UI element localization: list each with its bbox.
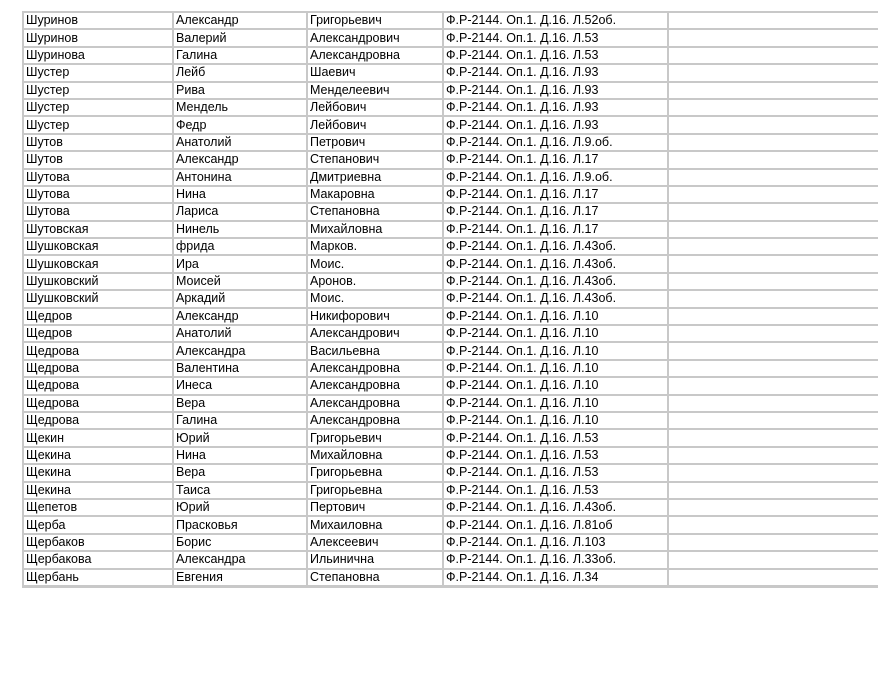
archive-reference-cell: Ф.Р-2144. Оп.1. Д.16. Л.10 [443,325,668,342]
patronymic-cell: Степанович [307,151,443,168]
surname-cell: Щедрова [23,395,173,412]
patronymic-cell: Александровна [307,412,443,429]
archive-reference-cell: Ф.Р-2144. Оп.1. Д.16. Л.17 [443,203,668,220]
archive-reference-cell: Ф.Р-2144. Оп.1. Д.16. Л.93 [443,64,668,81]
archive-reference-cell: Ф.Р-2144. Оп.1. Д.16. Л.53 [443,482,668,499]
archive-reference-cell: Ф.Р-2144. Оп.1. Д.16. Л.93 [443,82,668,99]
first-name-cell: Юрий [173,429,307,446]
names-table [22,11,878,588]
patronymic-cell: Григорьевич [307,12,443,29]
patronymic-cell: Степановна [307,203,443,220]
patronymic-cell: Шаевич [307,64,443,81]
table-row [23,447,878,464]
first-name-cell: Александр [173,308,307,325]
first-name-cell: Вера [173,395,307,412]
table-row [23,151,878,168]
surname-cell: Шустер [23,99,173,116]
archive-reference-cell: Ф.Р-2144. Оп.1. Д.16. Л.9.об. [443,134,668,151]
empty-cell [668,429,878,446]
archive-reference-cell: Ф.Р-2144. Оп.1. Д.16. Л.43об. [443,255,668,272]
empty-cell [668,255,878,272]
first-name-cell: Лариса [173,203,307,220]
patronymic-cell: Михайловна [307,447,443,464]
surname-cell: Шустер [23,64,173,81]
empty-cell [668,447,878,464]
patronymic-cell: Григорьевна [307,464,443,481]
empty-cell [668,325,878,342]
surname-cell: Шутова [23,186,173,203]
surname-cell: Щедрова [23,412,173,429]
first-name-cell: Таиса [173,482,307,499]
archive-reference-cell: Ф.Р-2144. Оп.1. Д.16. Л.53 [443,429,668,446]
empty-cell [668,151,878,168]
archive-reference-cell: Ф.Р-2144. Оп.1. Д.16. Л.43об. [443,273,668,290]
patronymic-cell: Марков. [307,238,443,255]
surname-cell: Щедрова [23,377,173,394]
patronymic-cell: Михайловна [307,221,443,238]
surname-cell: Шутов [23,151,173,168]
empty-cell [668,116,878,133]
archive-reference-cell: Ф.Р-2144. Оп.1. Д.16. Л.10 [443,395,668,412]
first-name-cell: Прасковья [173,516,307,533]
empty-cell [668,169,878,186]
surname-cell: Шушковская [23,238,173,255]
patronymic-cell: Моис. [307,290,443,307]
archive-reference-cell: Ф.Р-2144. Оп.1. Д.16. Л.33об. [443,551,668,568]
table-row [23,134,878,151]
first-name-cell: Нина [173,447,307,464]
table-row [23,116,878,133]
table-row [23,29,878,46]
table-row [23,99,878,116]
first-name-cell: Рива [173,82,307,99]
surname-cell: Шутова [23,169,173,186]
surname-cell: Шушковский [23,273,173,290]
empty-cell [668,134,878,151]
table-row [23,64,878,81]
first-name-cell: Валентина [173,360,307,377]
table-row [23,464,878,481]
empty-cell [668,47,878,64]
surname-cell: Шуринов [23,12,173,29]
archive-reference-cell: Ф.Р-2144. Оп.1. Д.16. Л.52об. [443,12,668,29]
archive-reference-cell: Ф.Р-2144. Оп.1. Д.16. Л.10 [443,308,668,325]
empty-cell [668,569,878,587]
surname-cell: Щекина [23,482,173,499]
empty-cell [668,499,878,516]
surname-cell: Шуринов [23,29,173,46]
first-name-cell: Александр [173,12,307,29]
table-row [23,482,878,499]
first-name-cell: Юрий [173,499,307,516]
archive-reference-cell: Ф.Р-2144. Оп.1. Д.16. Л.9.об. [443,169,668,186]
empty-cell [668,412,878,429]
patronymic-cell: Макаровна [307,186,443,203]
surname-cell: Щедрова [23,342,173,359]
first-name-cell: Нина [173,186,307,203]
first-name-cell: Борис [173,534,307,551]
table-row [23,203,878,220]
table-body [23,12,878,586]
first-name-cell: Моисей [173,273,307,290]
patronymic-cell: Александровна [307,395,443,412]
table-row [23,429,878,446]
archive-reference-cell: Ф.Р-2144. Оп.1. Д.16. Л.93 [443,116,668,133]
table-row [23,569,878,587]
surname-cell: Щекин [23,429,173,446]
empty-cell [668,29,878,46]
table-row [23,169,878,186]
surname-cell: Щербаков [23,534,173,551]
table-row [23,12,878,29]
surname-cell: Шустер [23,82,173,99]
table-row [23,412,878,429]
surname-cell: Щербакова [23,551,173,568]
first-name-cell: Лейб [173,64,307,81]
first-name-cell: Александра [173,551,307,568]
table-row [23,186,878,203]
first-name-cell: Мендель [173,99,307,116]
first-name-cell: Федр [173,116,307,133]
patronymic-cell: Петрович [307,134,443,151]
surname-cell: Шуринова [23,47,173,64]
archive-reference-cell: Ф.Р-2144. Оп.1. Д.16. Л.10 [443,342,668,359]
empty-cell [668,308,878,325]
archive-reference-cell: Ф.Р-2144. Оп.1. Д.16. Л.43об. [443,499,668,516]
table-row [23,377,878,394]
archive-reference-cell: Ф.Р-2144. Оп.1. Д.16. Л.53 [443,447,668,464]
first-name-cell: Галина [173,412,307,429]
patronymic-cell: Александрович [307,325,443,342]
patronymic-cell: Александровна [307,360,443,377]
empty-cell [668,534,878,551]
first-name-cell: Анатолий [173,325,307,342]
first-name-cell: Александра [173,342,307,359]
first-name-cell: Аркадий [173,290,307,307]
archive-reference-cell: Ф.Р-2144. Оп.1. Д.16. Л.10 [443,412,668,429]
patronymic-cell: Менделеевич [307,82,443,99]
first-name-cell: Нинель [173,221,307,238]
first-name-cell: Евгения [173,569,307,587]
surname-cell: Щедров [23,325,173,342]
table-row [23,221,878,238]
empty-cell [668,482,878,499]
patronymic-cell: Никифорович [307,308,443,325]
table-row [23,82,878,99]
archive-reference-cell: Ф.Р-2144. Оп.1. Д.16. Л.53 [443,29,668,46]
empty-cell [668,377,878,394]
table-row [23,308,878,325]
patronymic-cell: Михаиловна [307,516,443,533]
patronymic-cell: Дмитриевна [307,169,443,186]
archive-reference-cell: Ф.Р-2144. Оп.1. Д.16. Л.10 [443,360,668,377]
first-name-cell: Антонина [173,169,307,186]
empty-cell [668,238,878,255]
empty-cell [668,12,878,29]
empty-cell [668,273,878,290]
archive-reference-cell: Ф.Р-2144. Оп.1. Д.16. Л.43об. [443,238,668,255]
empty-cell [668,64,878,81]
empty-cell [668,551,878,568]
patronymic-cell: Александровна [307,377,443,394]
archive-reference-cell: Ф.Р-2144. Оп.1. Д.16. Л.34 [443,569,668,587]
empty-cell [668,99,878,116]
table-row [23,325,878,342]
table-row [23,360,878,377]
surname-cell: Шутова [23,203,173,220]
patronymic-cell: Моис. [307,255,443,272]
table-row [23,499,878,516]
first-name-cell: Ира [173,255,307,272]
surname-cell: Щекина [23,464,173,481]
first-name-cell: Анатолий [173,134,307,151]
table-row [23,534,878,551]
archive-reference-cell: Ф.Р-2144. Оп.1. Д.16. Л.81об [443,516,668,533]
archive-reference-cell: Ф.Р-2144. Оп.1. Д.16. Л.17 [443,186,668,203]
first-name-cell: фрида [173,238,307,255]
empty-cell [668,186,878,203]
surname-cell: Шушковская [23,255,173,272]
first-name-cell: Инеса [173,377,307,394]
surname-cell: Щепетов [23,499,173,516]
first-name-cell: Галина [173,47,307,64]
table-row [23,516,878,533]
table-row [23,255,878,272]
table-row [23,342,878,359]
surname-cell: Щерба [23,516,173,533]
surname-cell: Шутов [23,134,173,151]
patronymic-cell: Григорьевич [307,429,443,446]
empty-cell [668,82,878,99]
surname-cell: Щербань [23,569,173,587]
empty-cell [668,516,878,533]
table-row [23,238,878,255]
table-row [23,47,878,64]
first-name-cell: Александр [173,151,307,168]
archive-reference-cell: Ф.Р-2144. Оп.1. Д.16. Л.93 [443,99,668,116]
patronymic-cell: Александрович [307,29,443,46]
patronymic-cell: Васильевна [307,342,443,359]
empty-cell [668,203,878,220]
first-name-cell: Вера [173,464,307,481]
patronymic-cell: Ильинична [307,551,443,568]
empty-cell [668,342,878,359]
surname-cell: Шутовская [23,221,173,238]
archive-reference-cell: Ф.Р-2144. Оп.1. Д.16. Л.53 [443,47,668,64]
table-row [23,395,878,412]
archive-reference-cell: Ф.Р-2144. Оп.1. Д.16. Л.17 [443,151,668,168]
patronymic-cell: Аронов. [307,273,443,290]
empty-cell [668,464,878,481]
empty-cell [668,395,878,412]
surname-cell: Щедрова [23,360,173,377]
patronymic-cell: Степановна [307,569,443,587]
table-row [23,290,878,307]
empty-cell [668,221,878,238]
surname-cell: Щекина [23,447,173,464]
patronymic-cell: Лейбович [307,99,443,116]
archive-reference-cell: Ф.Р-2144. Оп.1. Д.16. Л.103 [443,534,668,551]
surname-cell: Шушковский [23,290,173,307]
empty-cell [668,290,878,307]
patronymic-cell: Григорьевна [307,482,443,499]
patronymic-cell: Александровна [307,47,443,64]
first-name-cell: Валерий [173,29,307,46]
table-row [23,551,878,568]
archive-reference-cell: Ф.Р-2144. Оп.1. Д.16. Л.53 [443,464,668,481]
patronymic-cell: Лейбович [307,116,443,133]
table-row [23,273,878,290]
surname-cell: Шустер [23,116,173,133]
patronymic-cell: Пертович [307,499,443,516]
archive-reference-cell: Ф.Р-2144. Оп.1. Д.16. Л.17 [443,221,668,238]
surname-cell: Щедров [23,308,173,325]
archive-reference-cell: Ф.Р-2144. Оп.1. Д.16. Л.43об. [443,290,668,307]
patronymic-cell: Алексеевич [307,534,443,551]
archive-reference-cell: Ф.Р-2144. Оп.1. Д.16. Л.10 [443,377,668,394]
empty-cell [668,360,878,377]
